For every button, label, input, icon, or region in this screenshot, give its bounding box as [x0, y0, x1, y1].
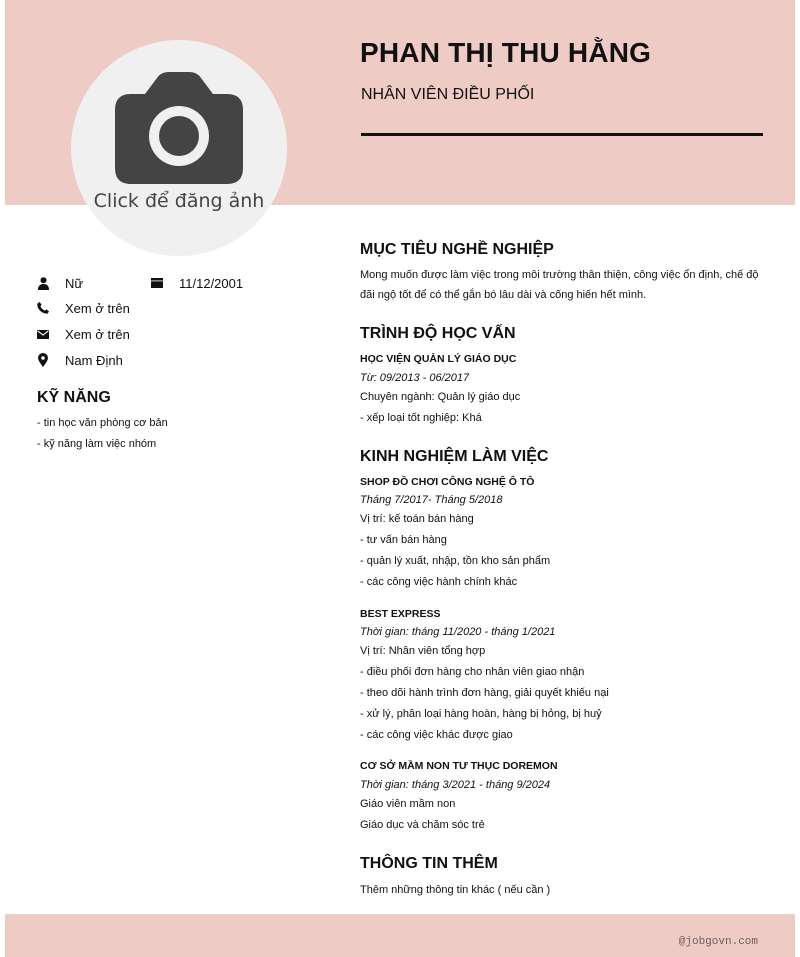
skills-heading: KỸ NĂNG	[37, 389, 111, 406]
job-line: - các công việc khác được giao	[360, 729, 513, 741]
calendar-icon	[151, 276, 163, 290]
company-name: SHOP ĐỒ CHƠI CÔNG NGHỆ Ô TÔ	[360, 476, 535, 488]
gender-value: Nữ	[65, 275, 84, 291]
skill-item: - kỹ năng làm việc nhóm	[37, 438, 157, 450]
school-name: HỌC VIỆN QUẢN LÝ GIÁO DỤC	[360, 353, 517, 365]
phone-value: Xem ở trên	[65, 300, 130, 316]
location-icon	[37, 353, 49, 367]
job-line: - theo dõi hành trình đơn hàng, giải quyết khiếu nại	[360, 687, 609, 699]
person-icon	[37, 276, 49, 290]
job-line: Vị trí: kế toán bán hàng	[360, 513, 474, 525]
footer-band	[5, 914, 795, 957]
skill-item: - tin học văn phòng cơ bản	[37, 417, 168, 429]
birthday-row	[151, 274, 243, 292]
phone-icon	[37, 301, 49, 315]
address-value: Nam Định	[65, 352, 123, 368]
avatar-upload[interactable]	[71, 40, 287, 256]
job-line: - điều phối đơn hàng cho nhân viên giao nhận	[360, 666, 585, 678]
education-period: Từ: 09/2013 - 06/2017	[360, 372, 470, 384]
footer-watermark: @jobgovn.com	[678, 936, 758, 948]
additional-heading: THÔNG TIN THÊM	[360, 855, 498, 872]
job-period: Thời gian: tháng 3/2021 - tháng 9/2024	[360, 779, 551, 791]
gender-row	[37, 274, 83, 292]
address-row	[37, 351, 123, 369]
additional-text: Thêm những thông tin khác ( nếu cần )	[360, 884, 551, 896]
candidate-name: PHAN THỊ THU HẰNG	[360, 37, 652, 68]
job-line: - quản lý xuất, nhập, tồn kho sản phẩm	[360, 555, 551, 567]
job-line: - tư vấn bán hàng	[360, 534, 447, 546]
email-value: Xem ở trên	[65, 326, 130, 342]
education-line: - xếp loại tốt nghiệp: Khá	[360, 412, 482, 424]
phone-row	[37, 299, 130, 317]
job-line: Giáo viên mầm non	[360, 798, 456, 810]
job-period: Tháng 7/2017- Tháng 5/2018	[360, 494, 503, 506]
experience-heading: KINH NGHIỆM LÀM VIỆC	[360, 448, 549, 465]
job-line: - xử lý, phân loại hàng hoàn, hàng bị hỏng, bị huỷ	[360, 708, 602, 720]
job-line: Vị trí: Nhân viên tổng hợp	[360, 645, 486, 657]
education-line: Chuyên ngành: Quản lý giáo dục	[360, 391, 521, 403]
birthday-value: 11/12/2001	[179, 275, 244, 291]
education-heading: TRÌNH ĐỘ HỌC VẤN	[360, 325, 516, 342]
objective-text: Mong muốn được làm việc trong môi trường thân thiện, công việc ổn định, chế độ đãi ngộ tốt để có thể gắn bó lâu dài và cống hiến hết mình.	[360, 269, 759, 301]
camera-icon	[115, 72, 243, 184]
job-title: NHÂN VIÊN ĐIỀU PHỐI	[361, 86, 535, 103]
header-divider	[361, 133, 763, 136]
job-line: Giáo dục và chăm sóc trẻ	[360, 819, 485, 831]
avatar-upload-label: Click để đăng ảnh	[93, 190, 265, 212]
email-icon	[37, 327, 49, 341]
job-line: - các công việc hành chính khác	[360, 576, 518, 588]
objective-heading: MỤC TIÊU NGHỀ NGHIỆP	[360, 241, 554, 258]
job-period: Thời gian: tháng 11/2020 - tháng 1/2021	[360, 626, 556, 638]
email-row	[37, 325, 130, 343]
company-name: BEST EXPRESS	[360, 608, 441, 620]
company-name: CƠ SỞ MẦM NON TƯ THỤC DOREMON	[360, 760, 558, 772]
